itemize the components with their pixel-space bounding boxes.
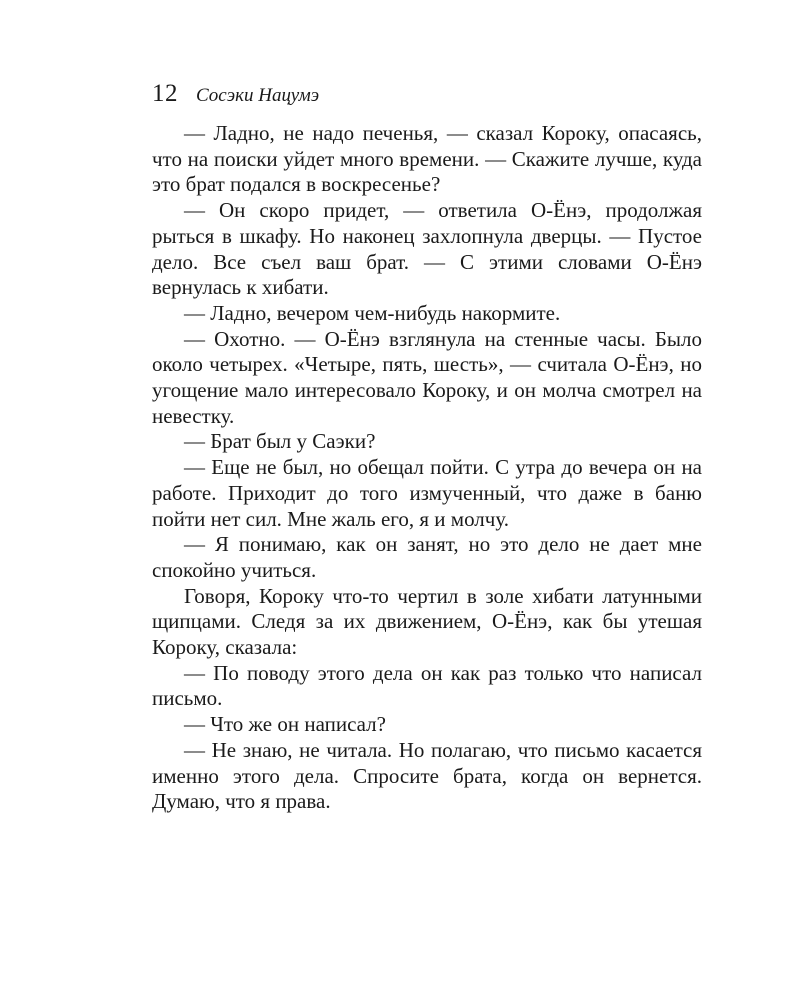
- body-text: [152, 121, 702, 815]
- paragraph: — Он скоро придет, — ответила О-Ёнэ, продолжая рыться в шкафу. Но наконец захлопнула дверцы. — Пустое дело. Все съел ваш брат. — С этими словами О-Ёнэ вернулась к хибати.: [152, 198, 702, 300]
- paragraph: — Ладно, не надо печенья, — сказал Короку, опасаясь, что на поиски уйдет много времени. — Скажите лучше, куда это брат подался в воскресенье?: [152, 121, 702, 197]
- paragraph: — Охотно. — О-Ёнэ взглянула на стенные часы. Было около четырех. «Четыре, пять, шесть», — считала О-Ёнэ, но угощение мало интересовало Короку, и он молча смотрел на невестку.: [152, 326, 702, 428]
- paragraph: — Ладно, вечером чем-нибудь накормите.: [184, 300, 561, 325]
- paragraph: — Что же он написал?: [184, 712, 386, 737]
- paragraph: — Не знаю, не читала. Но полагаю, что письмо касается именно этого дела. Спросите брата, когда он вернется. Думаю, что я права.: [152, 737, 702, 814]
- paragraph: — Я понимаю, как он занят, но это дело не дает мне спокойно учиться.: [152, 532, 702, 582]
- paragraph: — По поводу этого дела он как раз только что написал письмо.: [152, 660, 702, 711]
- book-page: [152, 80, 702, 815]
- running-head: [152, 80, 702, 120]
- paragraph: — Брат был у Саэки?: [184, 429, 376, 454]
- page-number: 12: [152, 80, 178, 107]
- paragraph: — Еще не был, но обещал пойти. С утра до вечера он на работе. Приходит до того измученный, что даже в баню пойти нет сил. Мне жаль его, я и молчу.: [152, 455, 702, 531]
- paragraph: Говоря, Короку что-то чертил в золе хибати латунными щипцами. Следя за их движением, О-Ёнэ, как бы утешая Короку, сказала:: [152, 583, 702, 660]
- running-title: Сосэки Нацумэ: [196, 85, 320, 106]
